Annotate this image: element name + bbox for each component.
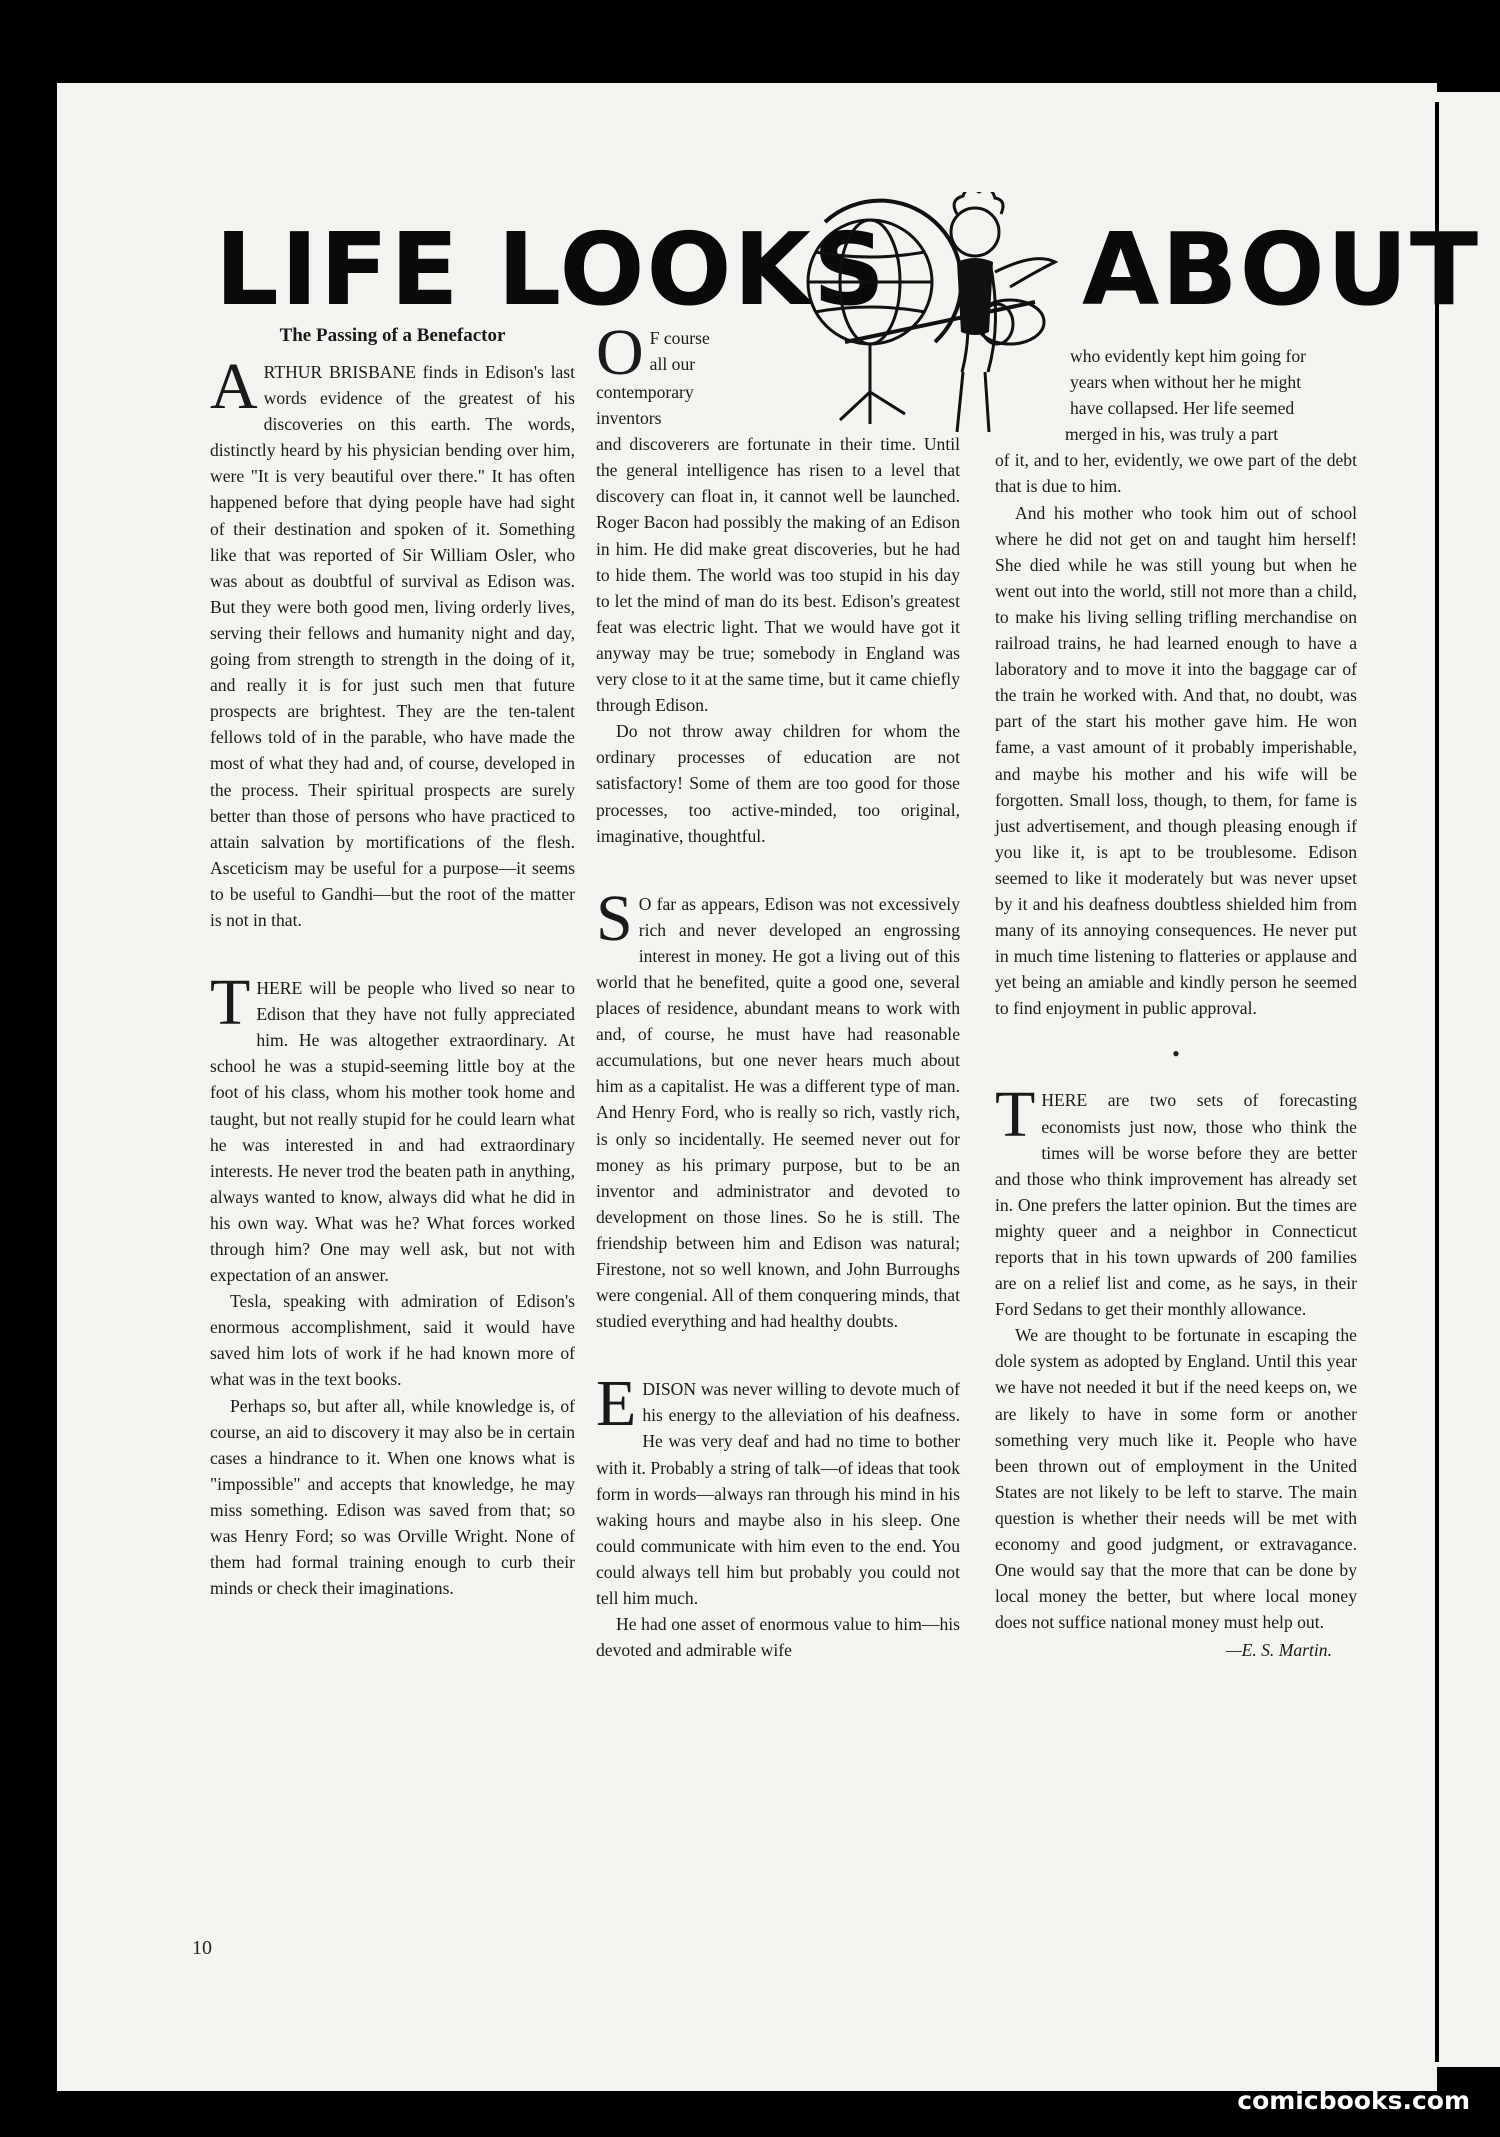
article-paragraph: and discoverers are fortunate in their time. Until the general intelligence has risen to a level that discovery can float in, it cannot well be launched. Roger Bacon had possibly the making of an Edison in him. He did make great discoveries, but he had to hide them. The world was too stupid in his day to let the mind of man do its best. Edison's greatest feat was electric light. That we would have got it anyway may be true; somebody in England was very close to it at the same time, but it came chiefly through Edison.: [596, 434, 960, 716]
masthead-right: ABOUT: [1082, 211, 1481, 328]
masthead-left: LIFE LOOKS: [215, 211, 888, 328]
article-paragraph: And his mother who took him out of school where he did not get on and taught him herself! She died while he was still young but when he went out into the world, still not more than a child, to make his living selling trifling merchandise on railroad trains, he had learned enough to have a laboratory and to move it into the baggage car of the train he worked with. And that, no doubt, was part of the start his mother gave him. He won fame, a vast amount of it probably imperishable, and maybe his mother and his wife will be forgotten. Small loss, though, to them, for fame is just advertisement, and though pleasing enough if you like it, is apt to be troublesome. Edison seemed to like it moderately but was never upset by it and his deafness doubtless shielded him from many of its annoying consequences. He never put in much time listening to flatteries or applause and yet being an amiable and kindly person he seemed to find enjoyment in public approval.: [995, 502, 1357, 1019]
article-paragraph: We are thought to be fortunate in escaping the dole system as adopted by England. Until this year we have not needed it but if the need keeps on, we are likely to have in some form or another something very much like it. People who have been thrown out of employment in the United States are not likely to be left to starve. The main question is whether their needs will be met with economy and good judgment, or extravagance. One would say that the more that can be done by local money the better, but where local money does not suffice national money must help out.: [995, 1325, 1357, 1633]
article-paragraph: Tesla, speaking with admiration of Edison's enormous accomplishment, said it would have saved him lots of work if he had known more of what was in the text books.: [210, 1291, 575, 1390]
author-signature: —E. S. Martin.: [1225, 1640, 1332, 1661]
article-paragraph: ARTHUR BRISBANE finds in Edison's last words evidence of the greatest of his discoveries on this earth. The words, distinctly heard by his physician bending over him, were "It is very beautiful over there." It has often happened before that dying people have had sight of their destination and spoken of it. Something like that was reported of Sir William Osler, who was about as doubtful of survival as Edison was. But they were both good men, living orderly lives, serving their fellows and humanity night and day, going from strength to strength in the doing of it, and really it is for just such men that future prospects are brightest. They are the ten-talent fellows told of in the parable, who have made the most of what they had and, of course, developed in the process. Their spiritual prospects are surely better than those of persons who have practiced to attain salvation by mortifications of the flesh. Asceticism may be useful for a purpose—it seems to be useful to Gandhi—but the root of the matter is not in that.: [210, 350, 575, 930]
adjacent-page-edge: [1425, 92, 1500, 2067]
article-paragraph: He had one asset of enormous value to him—his devoted and admirable wife: [596, 1614, 960, 1661]
article-paragraph: Perhaps so, but after all, while knowledge is, of course, an aid to discovery it may also be in certain cases a hindrance to it. When one knows what is "impossible" and accepts that knowledge, he may miss something. Edison was saved from that; so was Henry Ford; so was Orville Wright. None of them had formal training enough to curb their minds or check their imaginations.: [210, 1395, 575, 1599]
article-line: years when without her he might: [1070, 372, 1302, 393]
article-line: merged in his, was truly a part: [1065, 424, 1279, 445]
article-paragraph: Do not throw away children for whom the ordinary processes of education are not satisfactory! Some of them are too good for those processes, too active-minded, too original, imaginative, thoughtful.: [596, 721, 960, 846]
column-middle: [596, 316, 960, 1663]
adjacent-page-rule: [1435, 102, 1439, 2062]
article-paragraph: of it, and to her, evidently, we owe part of the debt that is due to him.: [995, 450, 1357, 497]
article-paragraph-intro: OF course all our contemporary inventors: [596, 316, 710, 429]
column-right: [995, 343, 1357, 1664]
page-number: 10: [192, 1937, 212, 1959]
article-line: have collapsed. Her life seemed: [1070, 398, 1295, 419]
article-paragraph: THERE are two sets of forecasting economists just now, those who think the times will be worse before they are better and those who think improvement has already set in. One prefers the latter opinion. But the times are mighty queer and a neighbor in Connecticut reports that in his town upwards of 200 families are on a relief list and come, as he says, in their Ford Sedans to get their monthly allowance.: [995, 1078, 1357, 1320]
article-line: who evidently kept him going for: [1070, 346, 1307, 366]
watermark: comicbooks.com: [1237, 2086, 1470, 2115]
article-paragraph: EDISON was never willing to devote much of his energy to the alleviation of his deafness. He was very deaf and had no time to bother with it. Probably a string of talk—of ideas that took form in words—always ran through his mind in his waking hours and maybe also in his sleep. One could communicate with him even to the end. You could always tell him but probably you could not tell him much.: [596, 1367, 960, 1609]
article-paragraph: SO far as appears, Edison was not excessively rich and never developed an engrossing interest in money. He got a living out of this world that he benefited, quite a good one, several places of residence, abundant means to work with and, of course, he must have had reasonable accumulations, but one never hears much about him as a capitalist. He was a different type of man. And Henry Ford, who is really so rich, vastly rich, is only so incidentally. He seemed never out for money as his primary purpose, but to be an inventor and administrator and devoted to development on those lines. So he is still. The friendship between him and Edison was natural; Firestone, not so well known, and John Burroughs were congenial. All of them conquering minds, that studied everything and had healthy doubts.: [596, 881, 960, 1332]
article-paragraph: THERE will be people who lived so near to Edison that they have not fully appreciated him. He was altogether extraordinary. At school he was a stupid-seeming little boy at the foot of his class, whom his mother took home and taught, but not really stupid for he could learn what he was interested in and had extraordinary interests. He never trod the beaten path in anything, always wanted to know, always did what he did in his own way. What was he? What forces worked through him? One may well ask, but not with expectation of an answer.: [210, 966, 575, 1286]
section-separator: •: [1172, 1041, 1180, 1067]
column-left: [210, 325, 575, 1601]
section-heading: The Passing of a Benefactor: [279, 325, 506, 346]
